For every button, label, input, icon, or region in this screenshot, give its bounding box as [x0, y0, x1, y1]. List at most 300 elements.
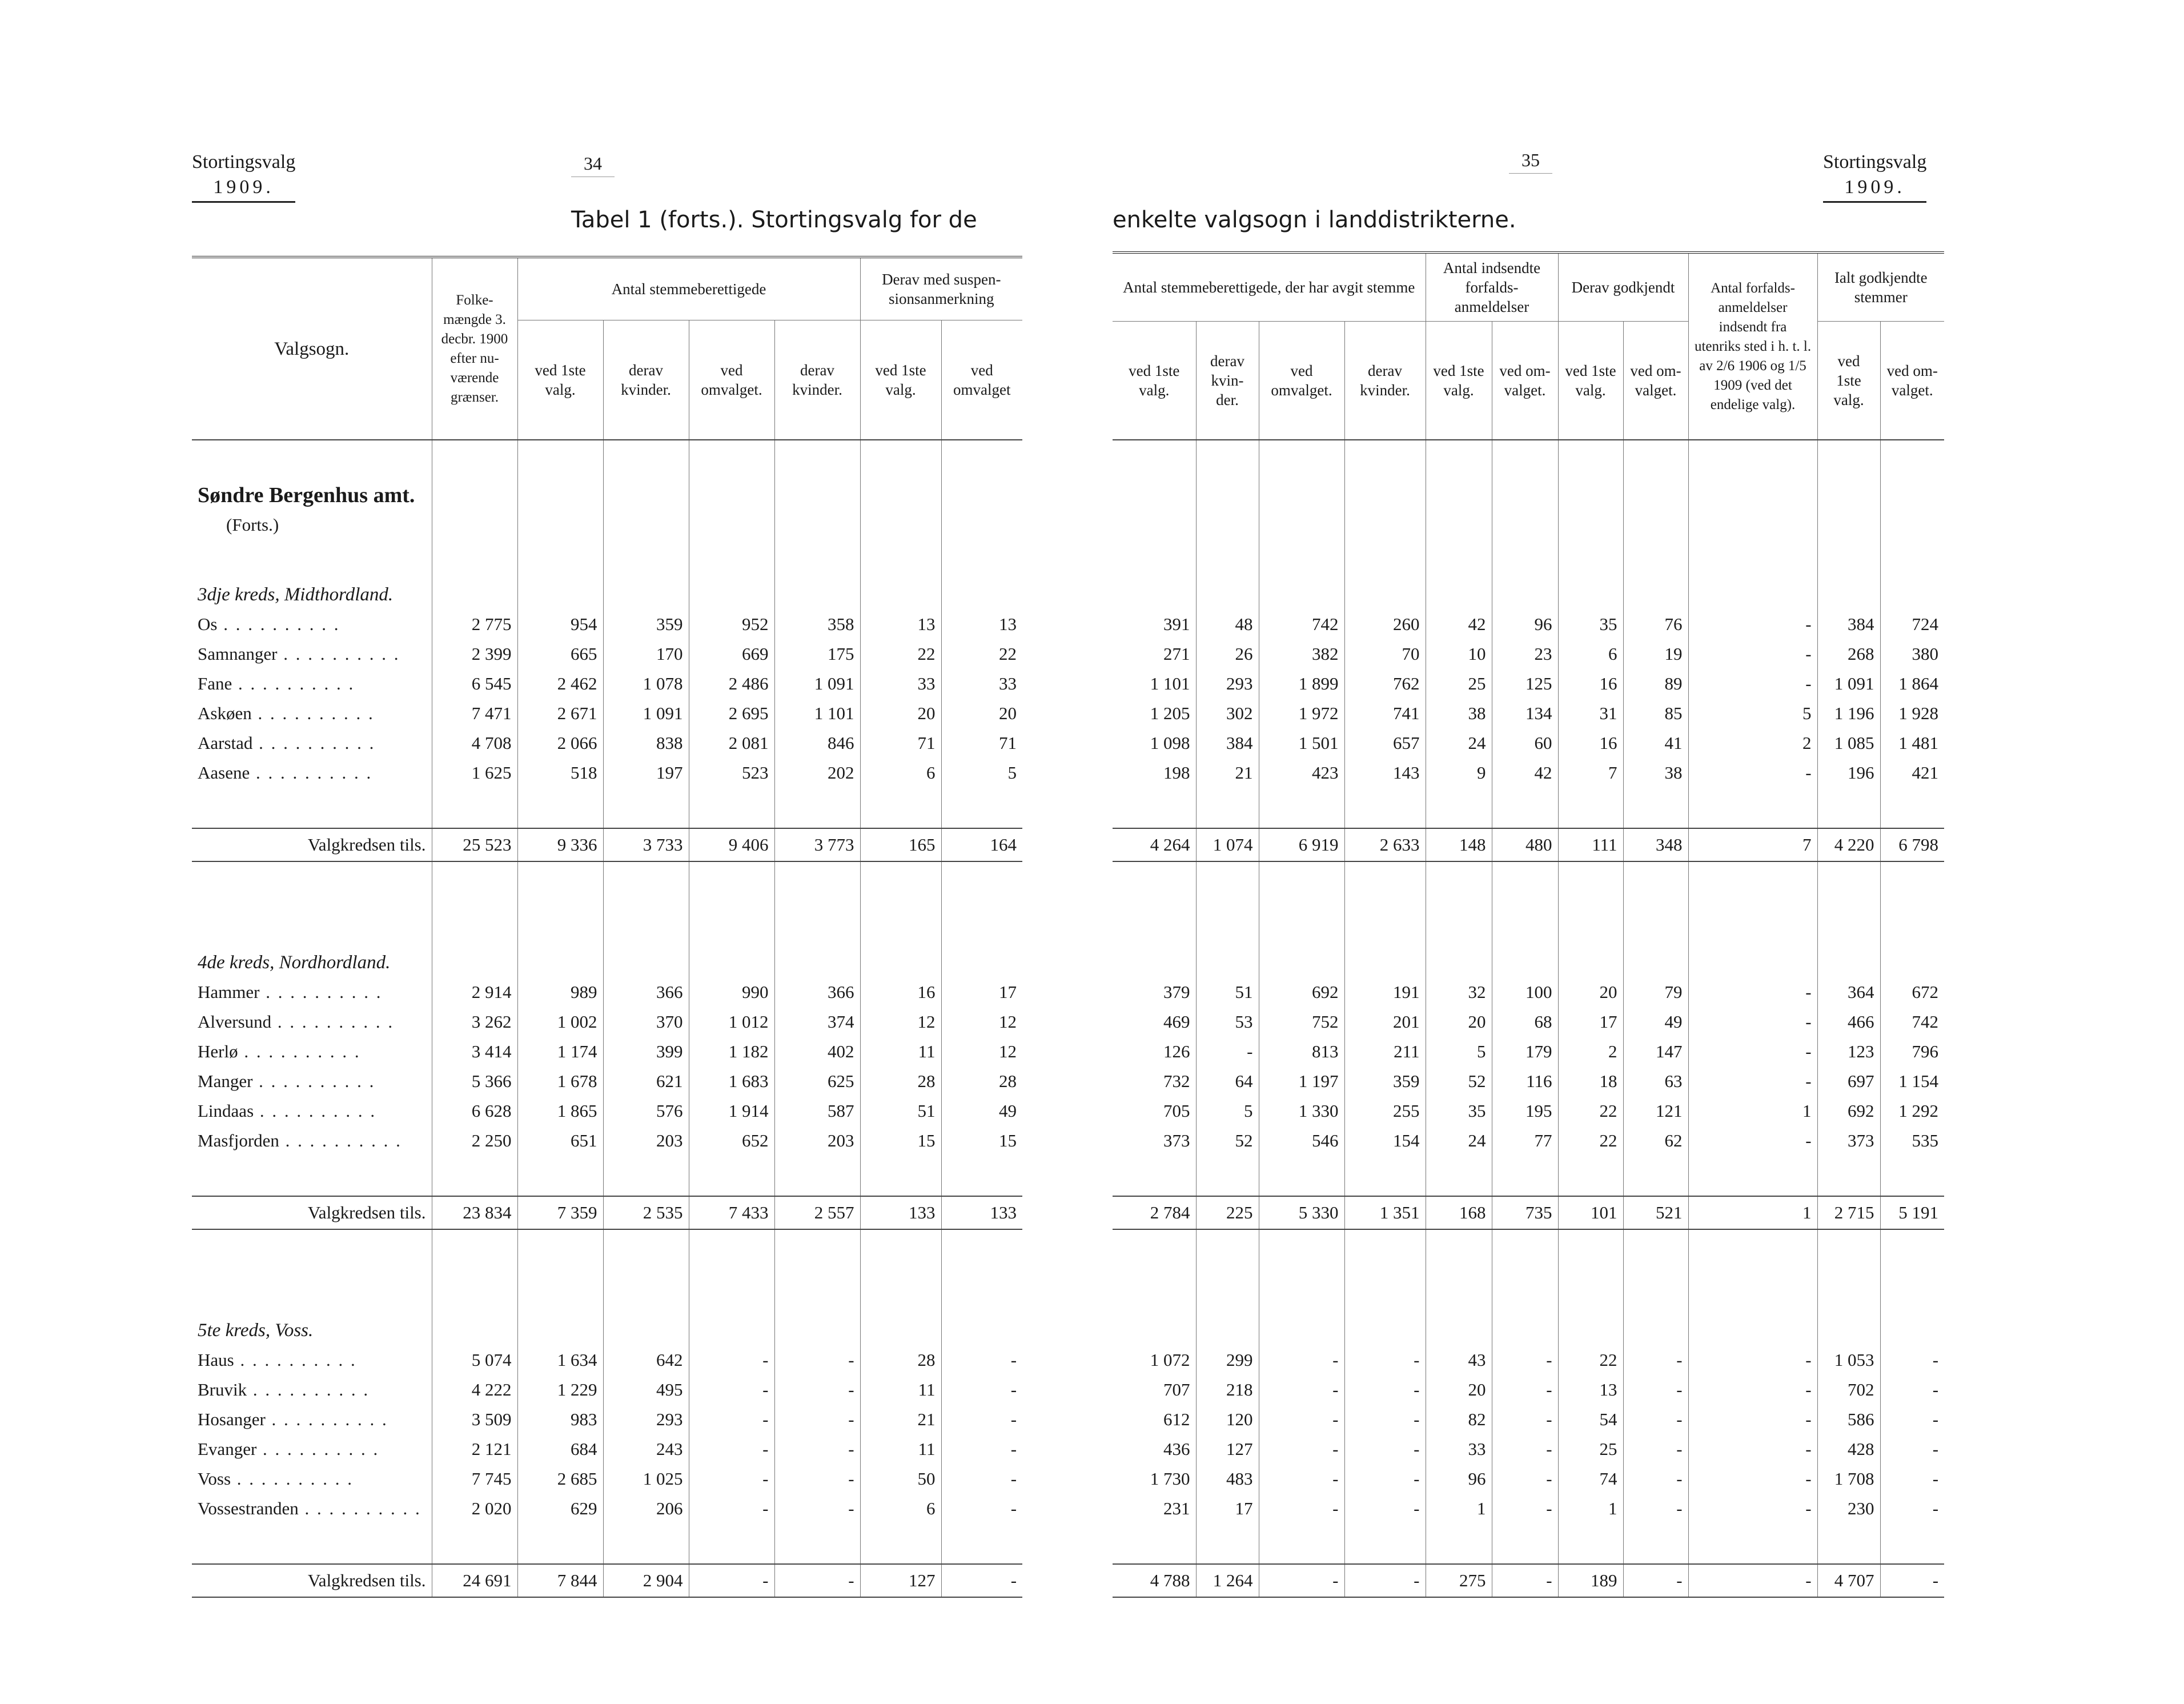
value-cell: 260 — [1344, 610, 1426, 639]
spacer-cell — [1817, 510, 1880, 540]
total-value-cell: 127 — [860, 1564, 941, 1597]
spacer-row — [1113, 540, 1944, 580]
value-cell: 203 — [603, 1126, 689, 1156]
value-cell: 16 — [860, 977, 941, 1007]
spacer-cell — [432, 861, 517, 948]
value-cell: 20 — [1558, 977, 1623, 1007]
spacer-cell — [1492, 788, 1558, 828]
value-cell: 89 — [1623, 669, 1688, 699]
valgsogn-label: Fane . . . — [198, 673, 355, 693]
spacer-cell — [432, 480, 517, 510]
spacer-cell — [1113, 788, 1196, 828]
total-row — [192, 828, 1022, 861]
value-cell: 196 — [1817, 758, 1880, 788]
value-cell: 134 — [1492, 699, 1558, 728]
spacer-cell — [1259, 788, 1344, 828]
spacer-cell — [1113, 1316, 1196, 1345]
spacer-cell — [689, 540, 774, 580]
spacer-cell — [1196, 580, 1259, 610]
spacer-cell — [860, 510, 941, 540]
right-page — [1092, 0, 2184, 1704]
spacer-cell — [603, 510, 689, 540]
value-cell: 1 229 — [517, 1375, 603, 1405]
valgsogn-name — [192, 1126, 432, 1156]
value-cell: 366 — [774, 977, 860, 1007]
total-value-cell: - — [1880, 1564, 1944, 1597]
value-cell: 218 — [1196, 1375, 1259, 1405]
total-label: Valgkredsen tils. — [192, 1564, 432, 1597]
spacer-cell — [432, 948, 517, 977]
value-cell: 12 — [860, 1007, 941, 1037]
spacer-cell — [1426, 480, 1492, 510]
value-cell: 1 683 — [689, 1066, 774, 1096]
value-cell: 436 — [1163, 1439, 1190, 1459]
spacer-cell — [1688, 1523, 1817, 1564]
spacer-cell — [860, 540, 941, 580]
spacer-cell — [1259, 480, 1344, 510]
value-cell: 838 — [603, 728, 689, 758]
value-cell: 54 — [1558, 1405, 1623, 1434]
spacer-cell — [1259, 1229, 1344, 1316]
value-cell: 702 — [1817, 1375, 1880, 1405]
spacer-cell — [1344, 580, 1426, 610]
spacer-cell — [860, 948, 941, 977]
spacer-cell — [1259, 1316, 1344, 1345]
total-value-cell: 2 535 — [603, 1196, 689, 1229]
spacer-cell — [1623, 1156, 1688, 1196]
value-cell: 5 — [1688, 699, 1817, 728]
spacer-cell — [941, 861, 1022, 948]
spacer-cell — [1688, 580, 1817, 610]
spacer-cell — [1817, 1523, 1880, 1564]
total-value-cell: 148 — [1426, 828, 1492, 861]
spacer-cell — [1558, 1316, 1623, 1345]
spacer-cell — [1880, 480, 1944, 510]
spacer-cell — [517, 948, 603, 977]
value-cell: 268 — [1817, 639, 1880, 669]
value-cell: 13 — [860, 610, 941, 639]
value-cell: 154 — [1344, 1126, 1426, 1156]
total-value-cell: - — [1259, 1564, 1344, 1597]
value-cell: 121 — [1623, 1096, 1688, 1126]
valgsogn-label: Askøen . . . — [198, 703, 375, 723]
total-row — [1113, 828, 1944, 861]
total-value-cell: 1 264 — [1196, 1564, 1259, 1597]
right-page-title: enkelte valgsogn i landdistrikterne. — [1113, 207, 1516, 233]
spacer-cell — [432, 540, 517, 580]
value-cell: 52 — [1196, 1126, 1259, 1156]
valgsogn-name — [192, 728, 432, 758]
spacer-cell — [1426, 1316, 1492, 1345]
spacer-cell — [1259, 580, 1344, 610]
spacer-cell — [860, 788, 941, 828]
spacer-cell — [192, 861, 432, 948]
value-cell: 1 634 — [517, 1345, 603, 1375]
valgsogn-label: Vossestranden . . . — [198, 1498, 421, 1518]
spacer-cell — [1426, 580, 1492, 610]
table-row — [1113, 1375, 1944, 1405]
total-value-cell: 133 — [941, 1196, 1022, 1229]
spacer-cell — [1817, 1316, 1880, 1345]
total-value-cell: 2 715 — [1817, 1196, 1880, 1229]
left-table-body — [192, 440, 1022, 1597]
spacer-cell — [432, 788, 517, 828]
spacer-cell — [1688, 1156, 1817, 1196]
spacer-cell — [1196, 540, 1259, 580]
spacer-row — [192, 540, 1022, 580]
value-cell: 421 — [1880, 758, 1944, 788]
value-cell: - — [689, 1464, 774, 1494]
value-cell: 483 — [1196, 1464, 1259, 1494]
valgsogn-name — [192, 1037, 432, 1066]
spacer-cell — [689, 861, 774, 948]
spacer-cell — [1259, 1523, 1344, 1564]
spacer-cell — [1344, 1523, 1426, 1564]
spacer-cell — [603, 1523, 689, 1564]
header-susp-omvalget: ved omvalget — [941, 320, 1022, 440]
value-cell: 15 — [860, 1126, 941, 1156]
header-r-c6: ved om-valget. — [1492, 321, 1558, 440]
spacer-row — [1113, 510, 1944, 540]
value-cell: 6 545 — [432, 669, 517, 699]
value-cell: 1 972 — [1259, 699, 1344, 728]
value-cell: 17 — [1196, 1494, 1259, 1523]
table-row — [1113, 1464, 1944, 1494]
total-value-cell: 4 788 — [1113, 1564, 1196, 1597]
spacer-row — [1113, 861, 1944, 948]
spacer-cell — [1817, 861, 1880, 948]
value-cell: - — [1344, 1494, 1426, 1523]
value-cell: - — [689, 1405, 774, 1434]
value-cell: 255 — [1344, 1096, 1426, 1126]
value-cell: 1 708 — [1817, 1464, 1880, 1494]
value-cell: 428 — [1817, 1434, 1880, 1464]
value-cell: 1 928 — [1880, 699, 1944, 728]
spacer-cell — [1688, 480, 1817, 510]
value-cell: - — [1344, 1345, 1426, 1375]
value-cell: 12 — [941, 1037, 1022, 1066]
value-cell: 85 — [1623, 699, 1688, 728]
value-cell: 621 — [603, 1066, 689, 1096]
total-value-cell: - — [1688, 1564, 1817, 1597]
value-cell: 652 — [689, 1126, 774, 1156]
value-cell: - — [1259, 1464, 1344, 1494]
spacer-cell — [1623, 480, 1688, 510]
table-row — [1113, 669, 1944, 699]
valgsogn-name — [192, 1007, 432, 1037]
valgsogn-name — [192, 1066, 432, 1096]
value-cell: 17 — [1558, 1007, 1623, 1037]
value-cell: 642 — [603, 1345, 689, 1375]
value-cell: 48 — [1196, 610, 1259, 639]
section-title-row — [192, 1316, 1022, 1345]
spacer-cell — [860, 480, 941, 510]
value-cell: 707 — [1163, 1380, 1190, 1400]
value-cell: - — [1259, 1375, 1344, 1405]
spacer-cell — [860, 1229, 941, 1316]
total-value-cell: 168 — [1426, 1196, 1492, 1229]
table-row — [192, 1345, 1022, 1375]
value-cell: 191 — [1344, 977, 1426, 1007]
value-cell: 2 671 — [517, 699, 603, 728]
value-cell: 1 072 — [1150, 1350, 1190, 1370]
valgsogn-label: Aarstad . . . — [198, 733, 375, 753]
table-row — [192, 1126, 1022, 1156]
spacer-row — [1113, 580, 1944, 610]
spacer-cell — [1492, 1156, 1558, 1196]
spacer-cell — [1113, 540, 1196, 580]
spacer-cell — [192, 1156, 432, 1196]
total-value-cell: 2 557 — [774, 1196, 860, 1229]
spacer-cell — [192, 788, 432, 828]
spacer-cell — [517, 440, 603, 480]
table-row — [192, 1494, 1022, 1523]
spacer-cell — [603, 440, 689, 480]
spacer-cell — [1259, 540, 1344, 580]
spacer-cell — [860, 861, 941, 948]
value-cell: 52 — [1426, 1066, 1492, 1096]
valgsogn-label: Alversund . . . — [198, 1012, 394, 1032]
valgsogn-name — [192, 977, 432, 1007]
value-cell: 373 — [1817, 1126, 1880, 1156]
spacer-cell — [1344, 540, 1426, 580]
spacer-cell — [1817, 1156, 1880, 1196]
value-cell: 466 — [1817, 1007, 1880, 1037]
spacer-cell — [941, 1156, 1022, 1196]
value-cell: 1 330 — [1259, 1096, 1344, 1126]
value-cell: 38 — [1623, 758, 1688, 788]
value-cell: - — [689, 1434, 774, 1464]
value-cell: 20 — [1426, 1375, 1492, 1405]
value-cell: 16 — [1558, 669, 1623, 699]
value-cell: - — [774, 1345, 860, 1375]
value-cell: - — [1623, 1345, 1688, 1375]
value-cell: 692 — [1817, 1096, 1880, 1126]
spacer-cell — [603, 948, 689, 977]
valgsogn-label: Aasene . . . — [198, 763, 372, 783]
value-cell: 1 012 — [689, 1007, 774, 1037]
total-value-cell: 5 191 — [1880, 1196, 1944, 1229]
spacer-cell — [1113, 861, 1196, 948]
value-cell: 293 — [1196, 669, 1259, 699]
value-cell: 31 — [1558, 699, 1623, 728]
value-cell: 26 — [1196, 639, 1259, 669]
right-corner-title: Stortingsvalg — [1823, 151, 1927, 173]
valgsogn-label: Bruvik . . . — [198, 1380, 370, 1400]
value-cell: 38 — [1426, 699, 1492, 728]
value-cell: 11 — [860, 1037, 941, 1066]
spacer-row — [192, 788, 1022, 828]
valgsogn-label: Manger . . . — [198, 1071, 375, 1091]
spacer-cell — [774, 480, 860, 510]
value-cell: - — [1688, 639, 1817, 669]
value-cell: - — [941, 1405, 1022, 1434]
value-cell: 586 — [1817, 1405, 1880, 1434]
value-cell: 1 — [1688, 1096, 1817, 1126]
spacer-cell — [1880, 540, 1944, 580]
spacer-row — [1113, 948, 1944, 977]
value-cell: 60 — [1492, 728, 1558, 758]
spacer-cell — [1492, 861, 1558, 948]
spacer-cell — [1492, 1229, 1558, 1316]
table-row — [1113, 977, 1944, 1007]
value-cell: 1 101 — [774, 699, 860, 728]
value-cell: 18 — [1558, 1066, 1623, 1096]
spacer-cell — [1623, 948, 1688, 977]
value-cell: 23 — [1492, 639, 1558, 669]
spacer-cell — [1259, 510, 1344, 540]
spacer-cell — [432, 440, 517, 480]
spacer-cell — [1344, 1229, 1426, 1316]
spacer-cell — [774, 440, 860, 480]
value-cell: 28 — [941, 1066, 1022, 1096]
spacer-cell — [1880, 440, 1944, 480]
total-value-cell: 2 633 — [1344, 828, 1426, 861]
spacer-cell — [1688, 1316, 1817, 1345]
value-cell: 35 — [1558, 610, 1623, 639]
value-cell: 195 — [1492, 1096, 1558, 1126]
value-cell: 2 914 — [432, 977, 517, 1007]
spacer-cell — [1880, 788, 1944, 828]
value-cell: 68 — [1492, 1007, 1558, 1037]
spacer-cell — [689, 948, 774, 977]
spacer-cell — [689, 1316, 774, 1345]
valgsogn-name — [192, 669, 432, 699]
value-cell: 2 695 — [689, 699, 774, 728]
total-value-cell: 7 359 — [517, 1196, 603, 1229]
value-cell: 6 — [860, 1494, 941, 1523]
spacer-cell — [432, 1229, 517, 1316]
value-cell: 684 — [517, 1434, 603, 1464]
spacer-cell — [860, 580, 941, 610]
section-title-row — [192, 580, 1022, 610]
value-cell: - — [1880, 1375, 1944, 1405]
value-cell: 7 745 — [432, 1464, 517, 1494]
value-cell: 63 — [1623, 1066, 1688, 1096]
spacer-cell — [1492, 480, 1558, 510]
value-cell: 742 — [1880, 1007, 1944, 1037]
spacer-cell — [1492, 540, 1558, 580]
value-cell: 12 — [941, 1007, 1022, 1037]
value-cell: - — [1688, 610, 1817, 639]
spacer-cell — [1558, 440, 1623, 480]
value-cell: 28 — [860, 1345, 941, 1375]
value-cell: - — [1688, 1464, 1817, 1494]
spacer-row — [1113, 440, 1944, 480]
spacer-cell — [774, 1229, 860, 1316]
value-cell: - — [774, 1464, 860, 1494]
spacer-cell — [517, 580, 603, 610]
valgsogn-label: Os . . . — [198, 614, 340, 634]
header-suspension: Derav med suspen-sionsanmerkning — [860, 257, 1022, 320]
value-cell: 1 098 — [1150, 733, 1190, 753]
value-cell: 724 — [1880, 610, 1944, 639]
spacer-cell — [689, 1229, 774, 1316]
spacer-cell — [1426, 861, 1492, 948]
value-cell: - — [1344, 1405, 1426, 1434]
value-cell: 25 — [1426, 669, 1492, 699]
value-cell: 796 — [1880, 1037, 1944, 1066]
value-cell: 299 — [1196, 1345, 1259, 1375]
spacer-cell — [1880, 1156, 1944, 1196]
spacer-row — [192, 1229, 1022, 1316]
spacer-cell — [603, 480, 689, 510]
total-value-cell: 7 433 — [689, 1196, 774, 1229]
spacer-cell — [192, 540, 432, 580]
valgsogn-label: Herlø . . . — [198, 1041, 361, 1061]
spacer-cell — [1817, 540, 1880, 580]
value-cell: - — [1688, 1037, 1817, 1066]
spacer-cell — [1688, 540, 1817, 580]
spacer-cell — [1492, 510, 1558, 540]
spacer-cell — [1196, 480, 1259, 510]
spacer-cell — [1259, 861, 1344, 948]
value-cell: - — [774, 1375, 860, 1405]
spacer-row — [1113, 1523, 1944, 1564]
value-cell: - — [941, 1345, 1022, 1375]
spacer-cell — [1259, 1156, 1344, 1196]
spacer-cell — [860, 440, 941, 480]
value-cell: 50 — [860, 1464, 941, 1494]
value-cell: 35 — [1426, 1096, 1492, 1126]
spacer-cell — [1688, 440, 1817, 480]
total-value-cell: 165 — [860, 828, 941, 861]
total-value-cell: 23 834 — [432, 1196, 517, 1229]
right-corner-year: 1909. — [1823, 175, 1926, 203]
spacer-cell — [860, 1316, 941, 1345]
value-cell: 13 — [941, 610, 1022, 639]
value-cell: 243 — [603, 1434, 689, 1464]
header-folkemaengde: Folke-mængde 3. decbr. 1900 efter nu-værende grænser. — [432, 257, 517, 440]
spacer-cell — [774, 948, 860, 977]
value-cell: 49 — [1623, 1007, 1688, 1037]
total-value-cell: 9 406 — [689, 828, 774, 861]
spacer-cell — [1880, 861, 1944, 948]
valgsogn-label: Lindaas . . . — [198, 1101, 376, 1121]
total-value-cell: 9 336 — [517, 828, 603, 861]
value-cell: 2 399 — [432, 639, 517, 669]
value-cell: 1 101 — [1150, 673, 1190, 693]
spacer-cell — [1558, 861, 1623, 948]
spacer-row — [1113, 1156, 1944, 1196]
spacer-cell — [432, 1523, 517, 1564]
value-cell: 752 — [1259, 1007, 1344, 1037]
value-cell: 70 — [1344, 639, 1426, 669]
value-cell: 1 865 — [517, 1096, 603, 1126]
value-cell: 116 — [1492, 1066, 1558, 1096]
valgsogn-name — [192, 1375, 432, 1405]
value-cell: 657 — [1344, 728, 1426, 758]
spacer-cell — [1113, 480, 1196, 510]
value-cell: 1 174 — [517, 1037, 603, 1066]
value-cell: 983 — [517, 1405, 603, 1434]
spacer-cell — [1688, 861, 1817, 948]
spacer-cell — [517, 510, 603, 540]
section-title: 4de kreds, Nordhordland. — [198, 952, 391, 973]
value-cell: 3 509 — [432, 1405, 517, 1434]
spacer-cell — [1688, 788, 1817, 828]
value-cell: 1 091 — [603, 699, 689, 728]
spacer-cell — [1623, 510, 1688, 540]
value-cell: 364 — [1817, 977, 1880, 1007]
table-row — [1113, 1345, 1944, 1375]
value-cell: 127 — [1196, 1434, 1259, 1464]
value-cell: 42 — [1492, 758, 1558, 788]
total-value-cell: 1 074 — [1196, 828, 1259, 861]
value-cell: 5 074 — [432, 1345, 517, 1375]
spacer-cell — [1196, 1523, 1259, 1564]
spacer-cell — [941, 480, 1022, 510]
